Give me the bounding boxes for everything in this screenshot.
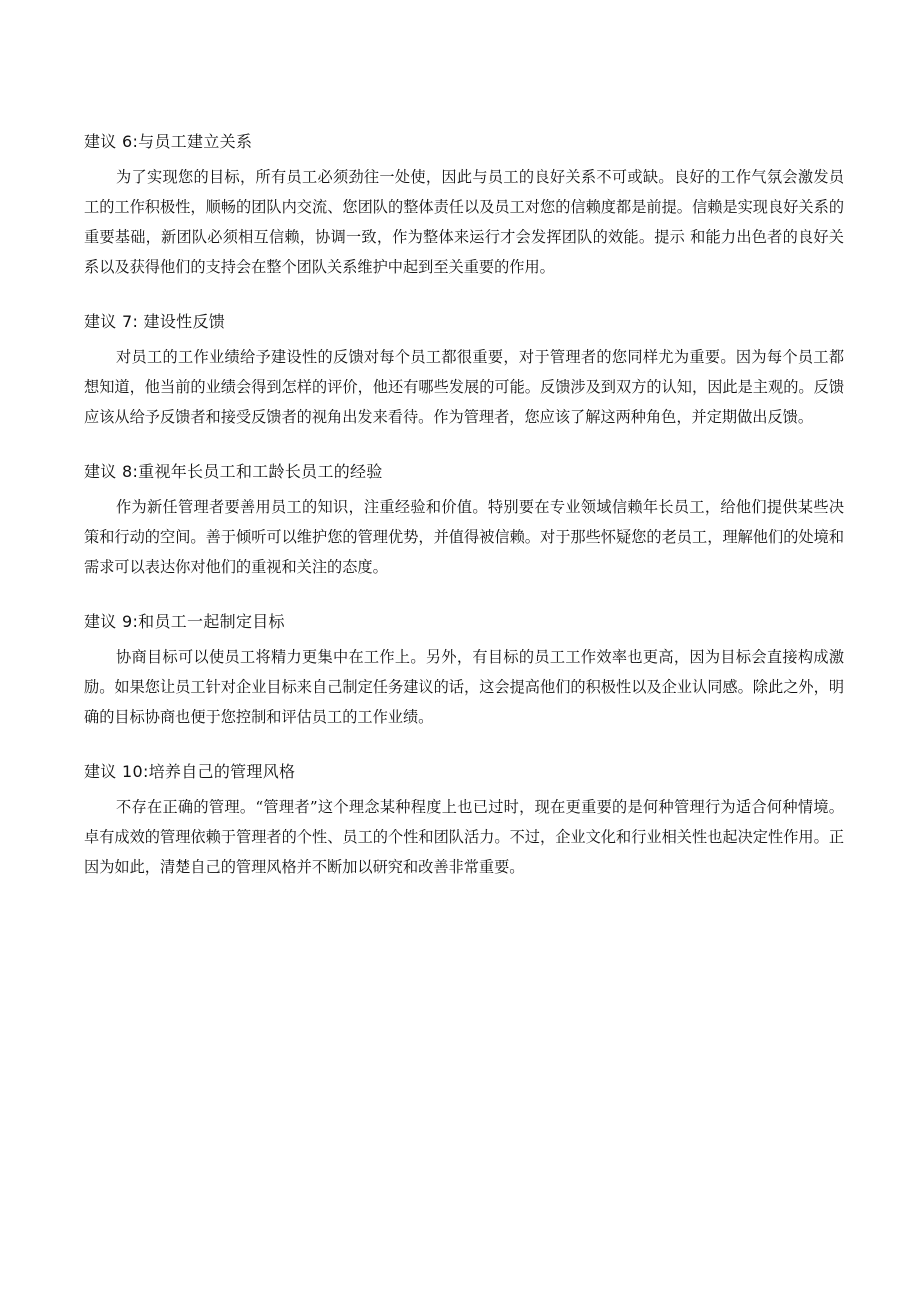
section-heading: 建议 7: 建设性反馈 <box>84 312 226 331</box>
section-advice-8 <box>84 452 844 582</box>
section-heading: 建议 9:和员工一起制定目标 <box>84 612 285 631</box>
section-heading: 建议 6:与员工建立关系 <box>84 132 253 151</box>
document-content <box>84 122 844 902</box>
section-heading: 建议 10:培养自己的管理风格 <box>84 762 296 781</box>
section-advice-7 <box>84 302 844 432</box>
section-heading: 建议 8:重视年长员工和工龄长员工的经验 <box>84 462 383 481</box>
section-advice-6 <box>84 122 844 282</box>
section-body: 不存在正确的管理。“管理者”这个理念某种程度上也已过时，现在更重要的是何种管理行为适合何种情境。卓有成效的管理依赖于管理者的个性、员工的个性和团队活力。不过，企业文化和行业相关性也起决定性作用。正因为如此，清楚自己的管理风格并不断加以研究和改善非常重要。 <box>84 798 844 876</box>
section-body: 对员工的工作业绩给予建设性的反馈对每个员工都很重要，对于管理者的您同样尤为重要。因为每个员工都想知道，他当前的业绩会得到怎样的评价，他还有哪些发展的可能。反馈涉及到双方的认知，因此是主观的。反馈应该从给予反馈者和接受反馈者的视角出发来看待。作为管理者，您应该了解这两种角色，并定期做出反馈。 <box>84 348 844 426</box>
section-advice-9 <box>84 602 844 732</box>
section-advice-10 <box>84 752 844 882</box>
section-body: 作为新任管理者要善用员工的知识，注重经验和价值。特别要在专业领域信赖年长员工，给他们提供某些决策和行动的空间。善于倾听可以维护您的管理优势，并值得被信赖。对于那些怀疑您的老员工，理解他们的处境和需求可以表达你对他们的重视和关注的态度。 <box>84 498 844 576</box>
section-body: 为了实现您的目标，所有员工必须劲往一处使，因此与员工的良好关系不可或缺。良好的工作气氛会激发员工的工作积极性，顺畅的团队内交流、您团队的整体责任以及员工对您的信赖度都是前提。信赖是实现良好关系的重要基础，新团队必须相互信赖，协调一致，作为整体来运行才会发挥团队的效能。提示 和能力出色者的良好关系以及获得他们的支持会在整个团队关系维护中起到至关重要的作用。 <box>84 168 844 276</box>
section-body: 协商目标可以使员工将精力更集中在工作上。另外，有目标的员工工作效率也更高，因为目标会直接构成激励。如果您让员工针对企业目标来自己制定任务建议的话，这会提高他们的积极性以及企业认同感。除此之外，明确的目标协商也便于您控制和评估员工的工作业绩。 <box>84 648 844 726</box>
